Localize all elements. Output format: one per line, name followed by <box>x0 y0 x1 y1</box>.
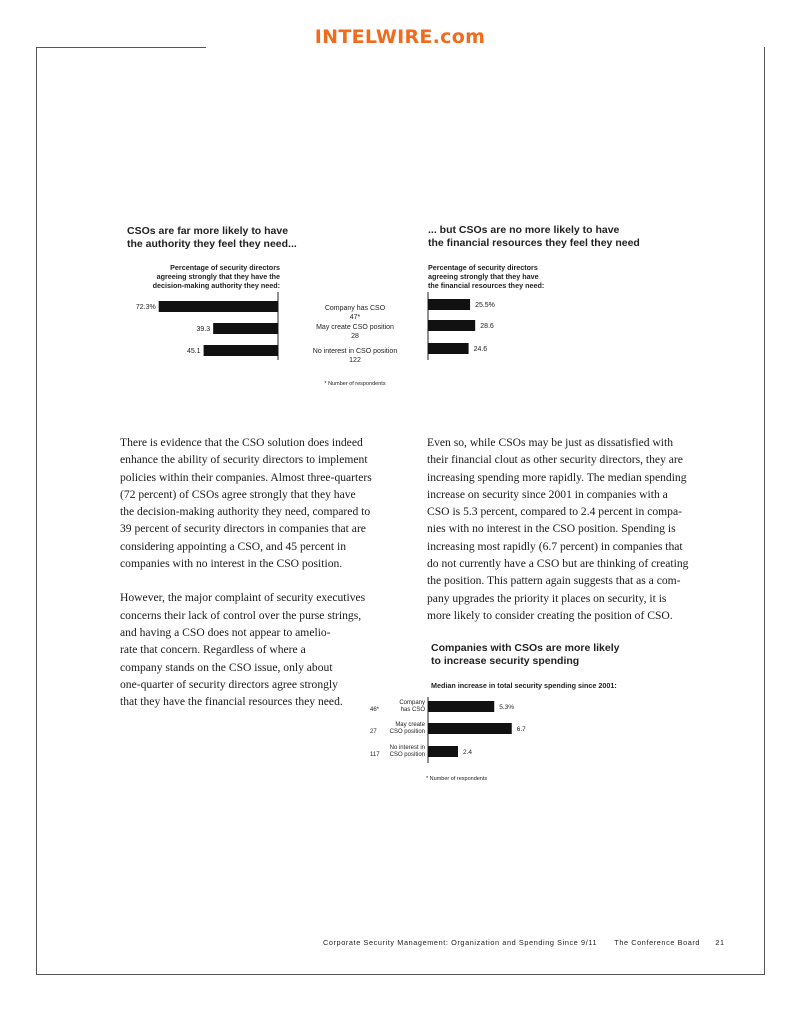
financial-resources-chart <box>420 290 610 365</box>
figure-left-subtitle <box>130 263 280 290</box>
spending-bar <box>428 701 494 712</box>
spending-category-label: has CSO <box>400 707 425 713</box>
figure-left-title-line2: the authority they feel they need... <box>127 237 297 250</box>
middle-group-3-count: 122 <box>349 357 361 364</box>
authority-bar <box>213 323 278 334</box>
spending-increase-chart <box>350 695 570 770</box>
figure-right-title-line1: ... but CSOs are no more likely to have <box>428 224 620 236</box>
spending-respondents-label: 117 <box>370 752 380 758</box>
site-brand: INTELWIRE.com <box>314 26 486 48</box>
figure-right-subtitle-line2: agreeing strongly that they have <box>428 272 539 281</box>
authority-bar <box>204 345 278 356</box>
figure-bottom-title <box>431 642 691 667</box>
spending-respondents-label: 46* <box>370 707 380 713</box>
bottom-footnote: * Number of respondents <box>426 776 488 782</box>
spending-category-label: No interest in <box>389 745 425 751</box>
authority-bar <box>159 301 278 312</box>
financial-value-label: 25.5% <box>475 302 495 309</box>
spending-bar <box>428 723 512 734</box>
middle-footnote: * Number of respondents <box>324 381 386 387</box>
figure-bottom-title-line2: to increase security spending <box>431 654 580 667</box>
middle-group-1-label: Company has CSO <box>324 305 386 312</box>
left-rule <box>36 47 37 975</box>
footer-running-title: Corporate Security Management: Organization and Spending Since 9/11 <box>323 938 598 947</box>
authority-chart <box>100 290 290 365</box>
figure-bottom-subtitle: Median increase in total security spending since 2001: <box>431 681 617 690</box>
authority-value-label: 45.1 <box>186 348 201 355</box>
spending-category-label: CSO position <box>389 752 425 758</box>
right-rule <box>764 47 765 975</box>
figure-right-subtitle-line1: Percentage of security directors <box>428 263 538 272</box>
financial-bar <box>428 299 470 310</box>
paragraph-right-1: Even so, while CSOs may be just as dissatisfied with their financial clout as other security directors, they are increasing spending more rapidly. The median spending increase on security since 2001 in companies with a CSO is 5.3 percent, compared to 2.4 percent in compa- nies with no interest in the CSO position. Spending is increasing most rapidly (6.7 percent) in companies that do not currently have a CSO but are thinking of creating the position. This pattern again suggests that as a com- pany upgrades the priority it places on security, it is more likely to consider creating the position of CSO. <box>427 436 689 622</box>
spending-value-label: 2.4 <box>463 749 473 756</box>
spending-respondents-label: 27 <box>370 729 377 735</box>
authority-value-label: 39.3 <box>196 326 211 333</box>
body-column-right <box>427 434 707 624</box>
footer-page-number: 21 <box>715 938 725 947</box>
figure-left-subtitle-line3: decision-making authority they need: <box>152 281 280 290</box>
middle-group-1-count: 47* <box>349 314 361 321</box>
figure-right-title-line2: the financial resources they feel they need <box>428 236 640 249</box>
bottom-rule <box>36 974 765 975</box>
authority-value-label: 72.3% <box>135 304 156 311</box>
running-footer <box>323 938 725 947</box>
figure-left-subtitle-line1: Percentage of security directors <box>170 263 280 272</box>
figure-right-subtitle <box>428 263 588 290</box>
spending-value-label: 6.7 <box>516 726 526 733</box>
spending-bar <box>428 746 458 757</box>
top-rule <box>36 47 206 48</box>
middle-group-2-label: May create CSO position <box>316 324 394 331</box>
body-column-left <box>120 434 395 710</box>
middle-group-2 <box>300 323 410 341</box>
financial-value-label: 28.6 <box>480 323 494 330</box>
spending-value-label: 5.3% <box>499 704 515 711</box>
spending-category-label: CSO position <box>389 729 425 735</box>
figure-left-title <box>127 225 387 250</box>
figure-right-title <box>428 224 728 249</box>
footer-publisher: The Conference Board <box>614 938 701 947</box>
financial-value-label: 24.6 <box>473 346 488 353</box>
figure-left-title-line1: CSOs are far more likely to have <box>127 225 289 237</box>
middle-group-3-label: No interest in CSO position <box>312 348 398 355</box>
figure-right-subtitle-line3: the financial resources they need: <box>428 281 545 290</box>
middle-group-1 <box>300 304 410 322</box>
middle-group-2-count: 28 <box>351 333 359 340</box>
middle-group-3 <box>300 347 410 365</box>
figure-left-subtitle-line2: agreeing strongly that they have the <box>156 272 280 281</box>
paragraph-left-1: There is evidence that the CSO solution does indeed enhance the ability of security directors to implement policies within their companies. Almost three-quarters (72 percent) of CSOs agree strongly that they have the decision-making authority they need, compared to 39 percent of security directors in companies that are considering appointing a CSO, and 45 percent in companies with no interest in the CSO position. <box>120 436 372 571</box>
paragraph-left-2: However, the major complaint of security executives concerns their lack of control over the purse strings, and having a CSO does not appear to amelio- rate that concern. Regardless of where a company stands on the CSO issue, only about one-quarter of security directors agree strongly that they have the financial resources they need. <box>120 591 366 709</box>
spending-category-label: Company <box>399 700 425 706</box>
financial-bar <box>428 343 469 354</box>
spending-category-label: May create <box>395 722 425 728</box>
figure-bottom-title-line1: Companies with CSOs are more likely <box>431 642 620 654</box>
financial-bar <box>428 320 475 331</box>
